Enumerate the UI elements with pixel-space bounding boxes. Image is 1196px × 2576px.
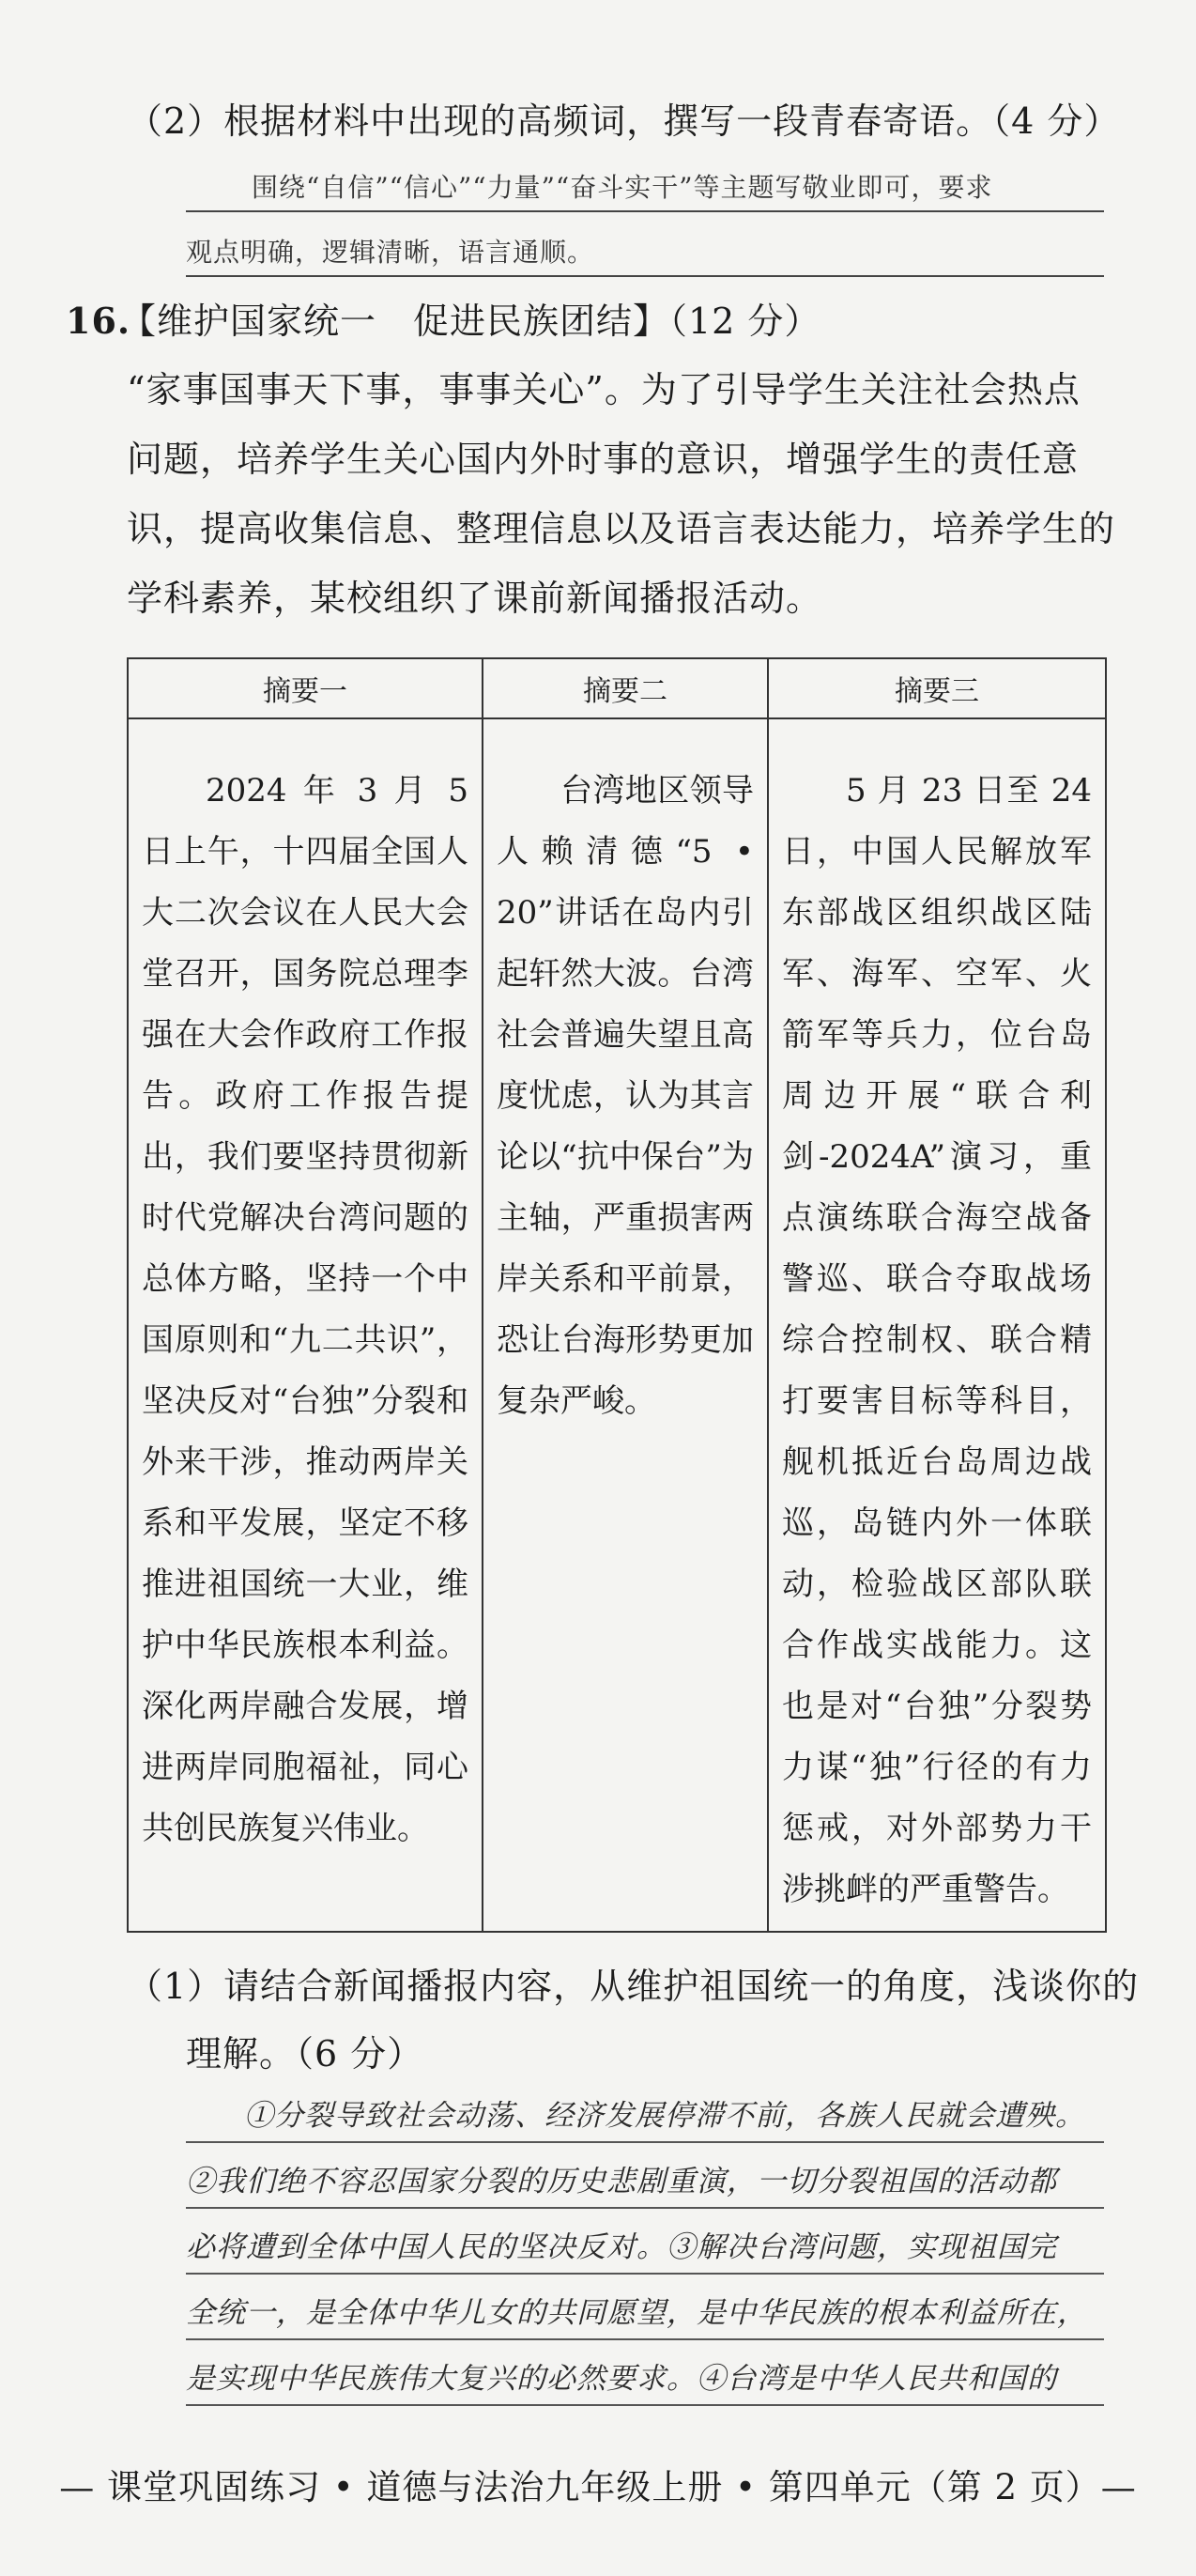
q16-title: 【维护国家统一 促进民族团结】（12 分） xyxy=(120,301,821,342)
q15-2-prompt: （2）根据材料中出现的高频词，撰写一段青春寄语。（4 分） xyxy=(127,100,1121,142)
q16-1-answer-line-3: 必将遭到全体中国人民的坚决反对。③解决台湾问题，实现祖国完 xyxy=(186,2222,1104,2275)
table-header-summary-3: 摘要三 xyxy=(768,658,1106,718)
table-cell-summary-2 xyxy=(483,718,768,1932)
q16-1-answer-line-2: ②我们绝不容忍国家分裂的历史悲剧重演，一切分裂祖国的活动都 xyxy=(186,2156,1104,2209)
q15-2-answer-line-2: 观点明确，逻辑清晰，语言通顺。 xyxy=(186,230,1104,277)
summary-3-text: 5 月 23 日至 24 日，中国人民解放军东部战区组织战区陆军、海军、空军、火箭军等兵力，位台岛周边开展“联合利剑-2024A”演习，重点演练联合海空战备警巡、联合夺取战场综合控制权、联合精打要害目标等科目，舰机抵近台岛周边战巡，岛链内外一体联动，检验战区部队联合作战实战能力。这也是对“台独”分裂势力谋“独”行径的有力惩戒，对外部势力干涉挑衅的严重警告。 xyxy=(782,772,1092,1908)
q16-number: 16. xyxy=(66,300,131,342)
summary-2-text: 台湾地区领导人赖清德“5 • 20”讲话在岛内引起轩然大波。台湾社会普遍失望且高度忧虑，认为其言论以“抗中保台”为主轴，严重损害两岸关系和平前景，恐让台海形势更加复杂严峻。 xyxy=(497,772,754,1420)
table-cell-summary-3 xyxy=(768,718,1106,1932)
table-cell-summary-1 xyxy=(128,718,483,1932)
table-header-summary-2: 摘要二 xyxy=(483,658,768,718)
q16-1-answer-line-1: ①分裂导致社会动荡、经济发展停滞不前，各族人民就会遭殃。 xyxy=(186,2090,1104,2143)
q16-1-answer-line-5: 是实现中华民族伟大复兴的必然要求。④台湾是中华人民共和国的 xyxy=(186,2353,1104,2406)
q16-intro-line-2: 问题，培养学生关心国内外时事的意识，增强学生的责任意 xyxy=(127,439,1080,480)
q16-1-answer-line-4: 全统一，是全体中华儿女的共同愿望，是中华民族的根本利益所在， xyxy=(186,2288,1104,2340)
news-summary-table xyxy=(127,657,1107,1933)
q16-intro-line-1: “家事国事天下事，事事关心”。为了引导学生关注社会热点 xyxy=(127,369,1081,410)
page-footer: — 课堂巩固练习 • 道德与法治九年级上册 • 第四单元（第 2 页）— xyxy=(59,2467,1137,2507)
summary-1-text: 2024 年 3 月 5 日上午，十四届全国人大二次会议在人民大会堂召开，国务院总理李强在大会作政府工作报告。政府工作报告提出，我们要坚持贯彻新时代党解决台湾问题的总体方略，坚持一个中国原则和“九二共识”，坚决反对“台独”分裂和外来干涉，推动两岸关系和平发展，坚定不移推进祖国统一大业，维护中华民族根本利益。深化两岸融合发展，增进两岸同胞福祉，同心共创民族复兴伟业。 xyxy=(142,772,468,1847)
q16-intro-line-4: 学科素养，某校组织了课前新闻播报活动。 xyxy=(127,578,823,619)
q16-intro-line-3: 识，提高收集信息、整理信息以及语言表达能力，培养学生的 xyxy=(127,508,1116,549)
q16-1-prompt-line-1: （1）请结合新闻播报内容，从维护祖国统一的角度，浅谈你的 xyxy=(127,1966,1140,2007)
q16-1-prompt-line-2: 理解。（6 分） xyxy=(186,2033,424,2075)
table-header-summary-1: 摘要一 xyxy=(128,658,483,718)
q15-2-answer-line-1: 围绕“自信”“信心”“力量”“奋斗实干”等主题写敬业即可，要求 xyxy=(186,165,1104,212)
